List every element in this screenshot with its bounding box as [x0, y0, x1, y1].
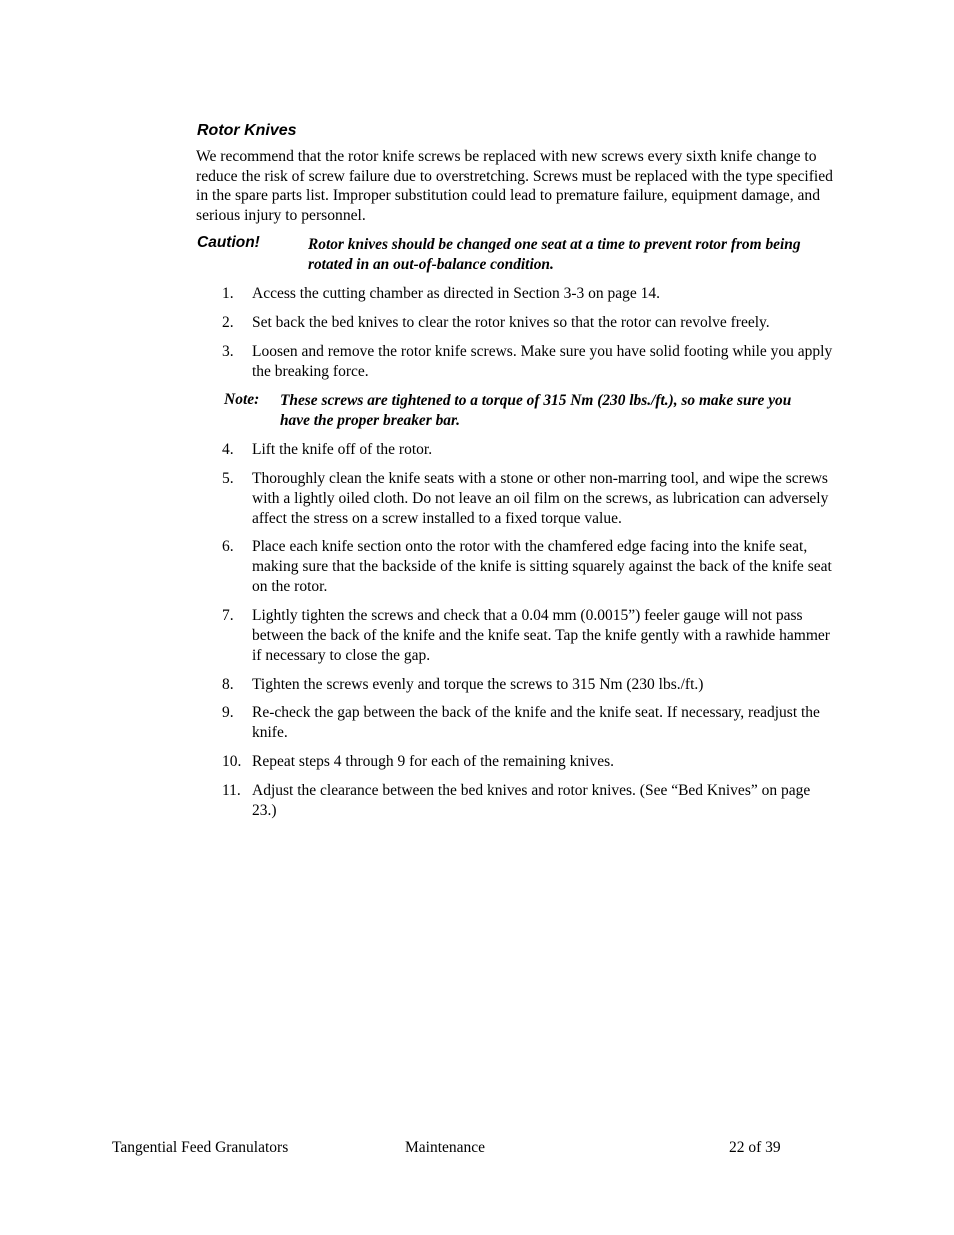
section-heading: Rotor Knives — [197, 122, 297, 139]
step-number: 5. — [222, 470, 234, 487]
step-number: 7. — [222, 607, 234, 624]
step-text: Place each knife section onto the rotor with the chamfered edge facing into the knife seat, making sure that the backside of the knife is sitting squarely against the back of the knife seat on the rotor. — [252, 538, 832, 595]
step-text: Lift the knife off of the rotor. — [252, 441, 433, 458]
note-text: These screws are tightened to a torque of 315 Nm (230 lbs./ft.), so make sure you have the proper breaker bar. — [280, 392, 792, 429]
footer-page-number: 22 of 39 — [729, 1139, 781, 1156]
step-text: Set back the bed knives to clear the rotor knives so that the rotor can revolve freely. — [252, 314, 770, 331]
step-number: 1. — [222, 285, 234, 302]
step-number: 3. — [222, 343, 234, 360]
step-number: 9. — [222, 704, 234, 721]
step-text: Access the cutting chamber as directed in Section 3-3 on page 14. — [252, 285, 661, 302]
step-text: Loosen and remove the rotor knife screws. Make sure you have solid footing while you apply the breaking force. — [252, 343, 833, 380]
step-text: Re-check the gap between the back of the knife and the knife seat. If necessary, readjust the knife. — [252, 704, 820, 741]
step-text: Repeat steps 4 through 9 for each of the remaining knives. — [252, 753, 614, 770]
caution-label: Caution! — [197, 234, 260, 251]
step-number: 10. — [222, 753, 242, 770]
step-number: 8. — [222, 676, 234, 693]
step-text: Thoroughly clean the knife seats with a stone or other non-marring tool, and wipe the screws with a lightly oiled cloth. Do not leave an oil film on the screws, as lubrication can adversely affect the stress on a screw installed to a fixed torque value. — [252, 470, 829, 527]
step-number: 2. — [222, 314, 234, 331]
step-number: 4. — [222, 441, 234, 458]
caution-text: Rotor knives should be changed one seat at a time to prevent rotor from being rotated in an out-of-balance condition. — [308, 236, 801, 273]
step-text: Tighten the screws evenly and torque the screws to 315 Nm (230 lbs./ft.) — [252, 676, 704, 693]
footer-section-name: Maintenance — [405, 1139, 486, 1156]
step-text: Adjust the clearance between the bed knives and rotor knives. (See “Bed Knives” on page 23.) — [252, 782, 811, 819]
note-label: Note: — [224, 391, 260, 408]
step-number: 6. — [222, 538, 234, 555]
step-number: 11. — [222, 782, 241, 799]
step-text: Lightly tighten the screws and check that a 0.04 mm (0.0015”) feeler gauge will not pass between the back of the knife and the knife seat. Tap the knife gently with a rawhide hammer if necessary to close the gap. — [252, 607, 830, 664]
intro-paragraph: We recommend that the rotor knife screws be replaced with new screws every sixth knife change to reduce the risk of screw failure due to overstretching. Screws must be replaced with the type specified in the spare parts list. Improper substitution could lead to premature failure, equipment damage, and serious injury to personnel. — [196, 148, 833, 224]
footer-document-title: Tangential Feed Granulators — [112, 1139, 289, 1156]
